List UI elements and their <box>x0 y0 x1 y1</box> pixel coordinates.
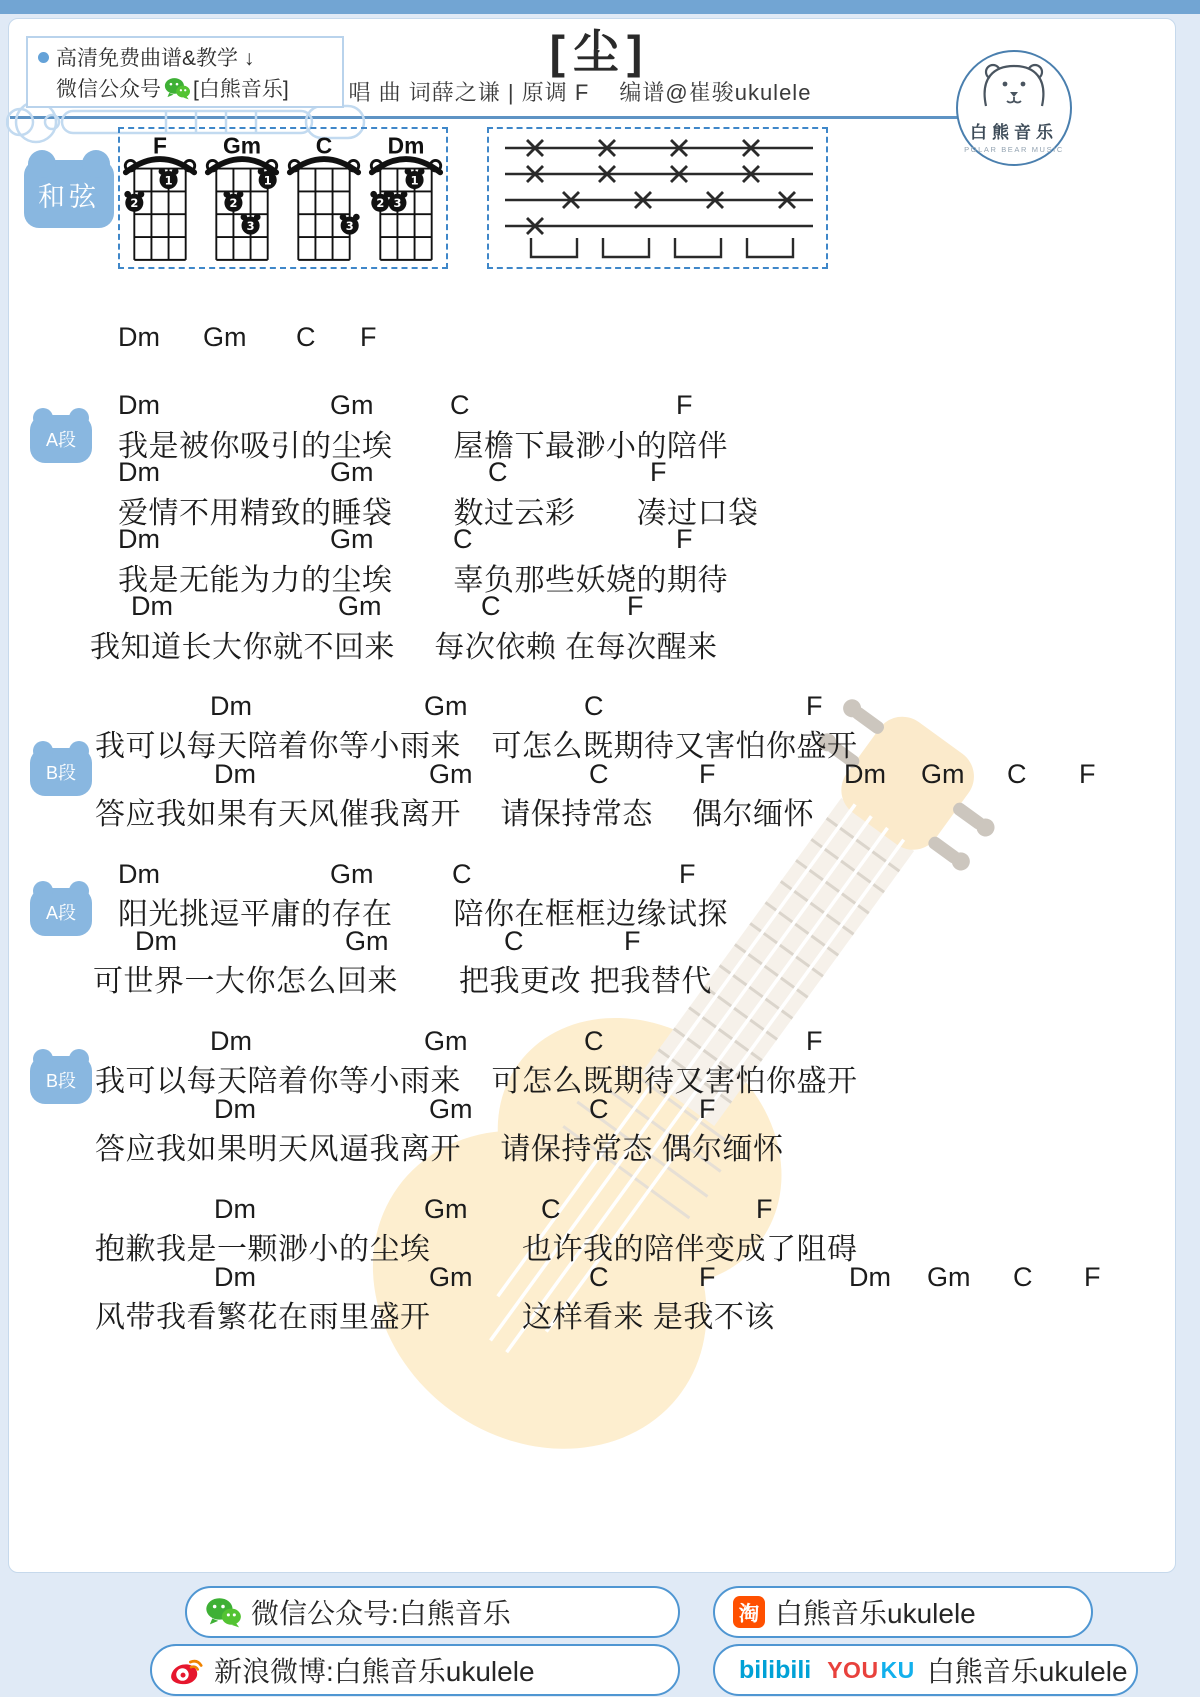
chord-symbol: F <box>676 390 693 420</box>
chord-symbol: F <box>1079 759 1096 789</box>
promo-box <box>26 36 344 108</box>
chord-symbol: Gm <box>345 926 389 956</box>
lyric-line: 我可以每天陪着你等小雨来 可怎么既期待又害怕你盛开 <box>95 730 858 763</box>
chord-symbol: Dm <box>118 457 160 487</box>
chord-symbol: Gm <box>330 390 374 420</box>
chord-symbol: C <box>450 390 470 420</box>
section-label-1: A段 <box>30 415 92 463</box>
chord-symbol: Dm <box>118 390 160 420</box>
promo-line-2: 微信公众号 [白熊音乐] <box>56 78 289 101</box>
chord-symbol: Dm <box>118 524 160 554</box>
chord-diagram-Gm <box>203 131 281 272</box>
chord-symbol: F <box>679 859 696 889</box>
lyric-line: 答应我如果有天风催我离开 请保持常态 偶尔缅怀 <box>95 798 815 831</box>
chord-symbol: F <box>676 524 693 554</box>
lyric-line: 阳光挑逗平庸的存在 陪你在框框边缘试探 <box>118 898 728 931</box>
chord-symbol: Gm <box>330 859 374 889</box>
svg-text:1: 1 <box>263 173 272 188</box>
wechat-icon <box>205 1597 241 1628</box>
chord-symbol: Gm <box>330 457 374 487</box>
chord-symbol: C <box>488 457 508 487</box>
chord-symbol: F <box>699 1262 716 1292</box>
logo-en-text: POLAR BEAR MUSIC <box>964 145 1064 154</box>
svg-text:Dm: Dm <box>387 132 425 159</box>
chord-symbol: C <box>589 1262 609 1292</box>
chord-diagram-Dm <box>367 131 445 272</box>
svg-text:3: 3 <box>345 218 354 233</box>
chord-symbol: Gm <box>424 1194 468 1224</box>
weibo-icon <box>170 1655 204 1685</box>
chord-symbol: Gm <box>927 1262 971 1292</box>
svg-text:淘: 淘 <box>738 1602 760 1626</box>
chord-symbol: Dm <box>210 1026 252 1056</box>
section-label-4: B段 <box>30 1056 92 1104</box>
badge-text: 新浪微博:白熊音乐ukulele <box>214 1656 535 1687</box>
chord-symbol: Gm <box>424 691 468 721</box>
chord-diagram-F <box>121 131 199 272</box>
badge-text: 微信公众号:白熊音乐 <box>251 1598 511 1629</box>
svg-text:2: 2 <box>130 196 139 211</box>
chord-symbol: F <box>756 1194 773 1224</box>
badge-text: 白熊音乐ukulele <box>926 1656 1128 1687</box>
badge-text: 白熊音乐ukulele <box>775 1598 976 1629</box>
polar-bear-face-icon <box>976 60 1052 112</box>
chord-diagram-C <box>285 131 363 272</box>
svg-text:Gm: Gm <box>222 132 262 159</box>
lyric-line: 可世界一大你怎么回来 把我更改 把我替代 <box>93 965 712 998</box>
lyric-line: 我知道长大你就不回来 每次依赖 在每次醒来 <box>90 631 718 664</box>
svg-text:F: F <box>153 132 167 159</box>
chord-symbol: Gm <box>424 1026 468 1056</box>
svg-text:3: 3 <box>246 218 255 233</box>
chord-symbol: C <box>1013 1262 1033 1292</box>
chord-symbol: C <box>584 1026 604 1056</box>
chord-symbol: C <box>504 926 524 956</box>
taobao-icon <box>733 1596 765 1628</box>
chord-symbol: Dm <box>118 322 160 352</box>
social-badge-3[interactable] <box>713 1644 1138 1696</box>
chord-symbol: F <box>806 691 823 721</box>
promo-line-1: 高清免费曲谱&教学 ↓ <box>38 43 332 74</box>
chord-symbol: C <box>589 759 609 789</box>
svg-text:1: 1 <box>410 173 419 188</box>
polar-bear-logo <box>956 50 1072 166</box>
lyric-line: 我可以每天陪着你等小雨来 可怎么既期待又害怕你盛开 <box>95 1065 858 1098</box>
chord-symbol: Dm <box>131 591 173 621</box>
lyric-line: 我是无能为力的尘埃 辜负那些妖娆的期待 <box>118 564 728 597</box>
svg-text:3: 3 <box>393 196 402 211</box>
chord-symbol: C <box>481 591 501 621</box>
chord-symbol: Gm <box>330 524 374 554</box>
chord-symbol: Dm <box>214 1194 256 1224</box>
lyric-line: 爱情不用精致的睡袋 数过云彩 凑过口袋 <box>118 497 759 530</box>
chord-symbol: Gm <box>429 1262 473 1292</box>
chord-symbol: C <box>584 691 604 721</box>
chord-symbol: Gm <box>429 1094 473 1124</box>
svg-text:C: C <box>315 132 333 159</box>
youku-wordmark-ku: KU <box>880 1656 915 1683</box>
svg-text:1: 1 <box>164 173 173 188</box>
bilibili-wordmark: bilibili <box>739 1655 812 1684</box>
chord-symbol: Dm <box>214 1094 256 1124</box>
chord-symbol: Dm <box>135 926 177 956</box>
chord-symbol: Dm <box>118 859 160 889</box>
song-credits: 唱 曲 词薛之谦 | 原调 F 编谱@崔骏ukulele <box>348 80 812 105</box>
chord-symbol: C <box>541 1194 561 1224</box>
top-band <box>0 0 1200 14</box>
chord-symbol: F <box>1084 1262 1101 1292</box>
chord-symbol: F <box>627 591 644 621</box>
svg-text:2: 2 <box>229 196 238 211</box>
bullet-dot-icon <box>38 52 49 63</box>
chord-symbol: Dm <box>214 759 256 789</box>
lyric-line: 答应我如果明天风逼我离开 请保持常态 偶尔缅怀 <box>95 1133 784 1166</box>
chord-symbol: Gm <box>921 759 965 789</box>
svg-text:2: 2 <box>376 196 385 211</box>
chord-symbol: Dm <box>844 759 886 789</box>
youku-wordmark-you: YOU <box>827 1656 879 1683</box>
chord-symbol: Dm <box>214 1262 256 1292</box>
social-badge-1[interactable] <box>713 1586 1093 1638</box>
wechat-icon <box>164 77 190 100</box>
chord-symbol: F <box>624 926 641 956</box>
social-badge-0[interactable] <box>185 1586 680 1638</box>
chord-symbol: F <box>699 1094 716 1124</box>
chord-symbol: Dm <box>849 1262 891 1292</box>
strum-pattern-panel <box>487 127 828 269</box>
logo-cn-text: 白熊音乐 <box>970 123 1058 142</box>
chord-diagrams-panel <box>118 127 448 269</box>
ukulele-watermark-image <box>259 617 1128 1571</box>
chord-symbol: C <box>589 1094 609 1124</box>
chord-symbol: F <box>806 1026 823 1056</box>
chord-symbol: C <box>452 859 472 889</box>
song-title: [尘] <box>549 26 651 78</box>
section-label-2: B段 <box>30 748 92 796</box>
chord-symbol: Gm <box>429 759 473 789</box>
chord-symbol: Dm <box>210 691 252 721</box>
section-label-3: A段 <box>30 888 92 936</box>
lyric-line: 风带我看繁花在雨里盛开 这样看来 是我不该 <box>95 1301 775 1334</box>
chord-symbol: C <box>296 322 316 352</box>
chords-section-label: 和弦 <box>24 160 114 228</box>
chord-symbol: F <box>699 759 716 789</box>
chord-symbol: F <box>360 322 377 352</box>
lyric-line: 抱歉我是一颗渺小的尘埃 也许我的陪伴变成了阻碍 <box>95 1233 858 1266</box>
chord-symbol: Gm <box>338 591 382 621</box>
chord-symbol: F <box>650 457 667 487</box>
lyric-line: 我是被你吸引的尘埃 屋檐下最渺小的陪伴 <box>118 430 728 463</box>
chord-symbol: C <box>453 524 473 554</box>
social-badge-2[interactable] <box>150 1644 680 1696</box>
chord-symbol: C <box>1007 759 1027 789</box>
chord-symbol: Gm <box>203 322 247 352</box>
